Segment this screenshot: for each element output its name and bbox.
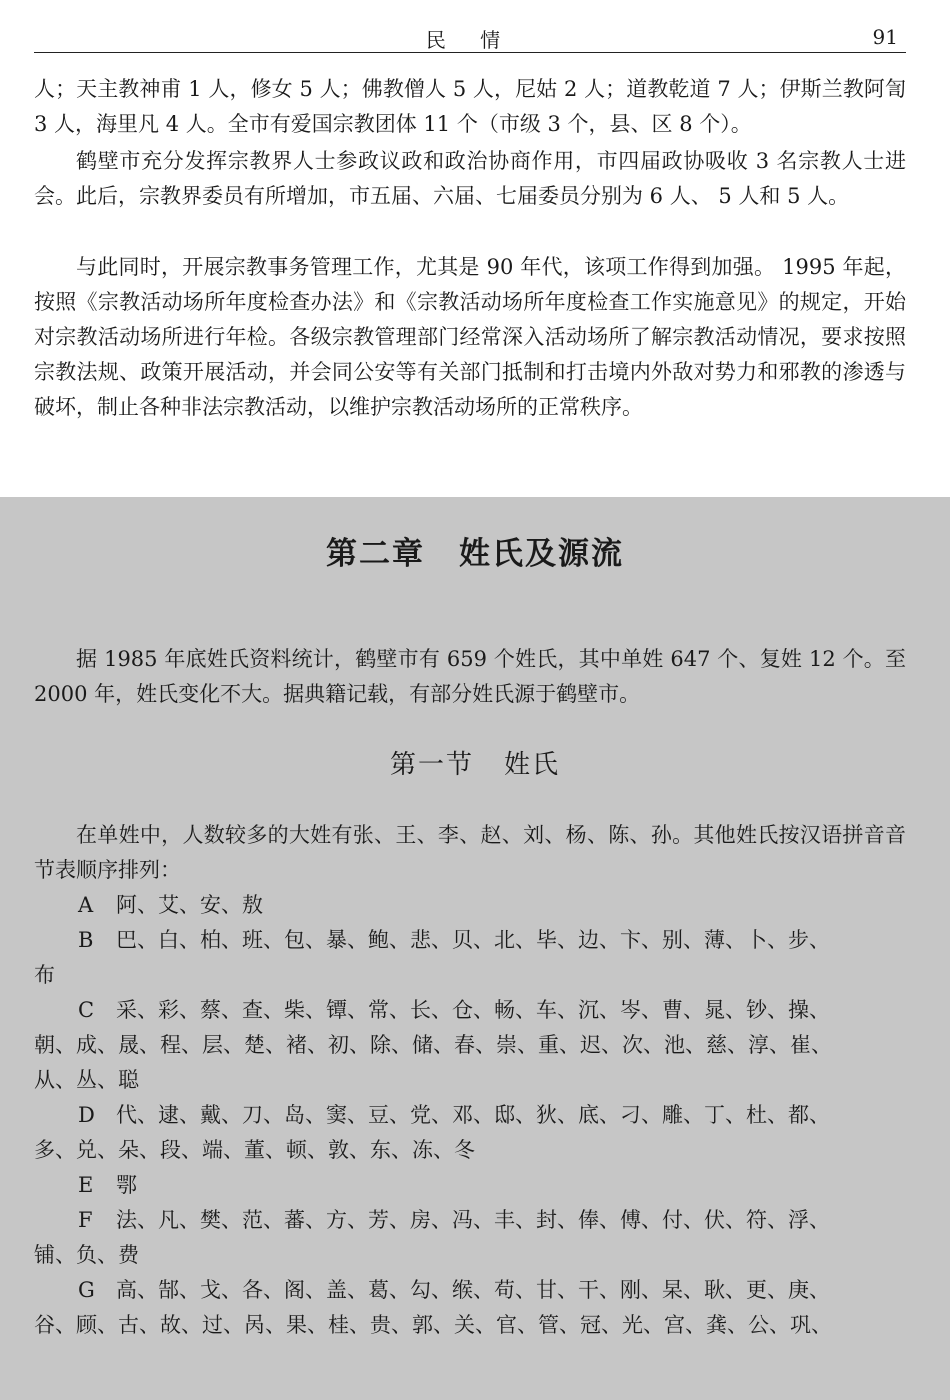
surname-group-e: [34, 1168, 906, 1203]
surname-intro: 在单姓中，人数较多的大姓有张、王、李、赵、刘、杨、陈、孙。其他姓氏按汉语拼音音节表顺序排列：: [34, 823, 906, 882]
chapter-intro: [34, 642, 906, 712]
surname-group-c: [34, 993, 906, 1028]
section-number: 第一节: [389, 750, 474, 780]
running-header: [34, 22, 906, 53]
chapter-name: 姓氏及源流: [459, 536, 624, 572]
group-line: 阿、艾、安、敖: [116, 893, 263, 917]
paragraph-religion-statistics: [34, 72, 906, 142]
running-title: 民 情: [425, 28, 515, 52]
surname-group-f: [34, 1203, 906, 1238]
paragraph-text: 据 1985 年底姓氏资料统计，鹤壁市有 659 个姓氏，其中单姓 647 个、复姓 12 个。至 2000 年，姓氏变化不大。据典籍记载，有部分姓氏源于鹤壁市。: [34, 647, 906, 706]
group-line: 采、彩、蔡、查、柴、镡、常、长、仓、畅、车、沉、岑、曹、晁、钞、操、: [116, 998, 830, 1022]
surname-group-f-continued: 铺、负、费: [34, 1243, 139, 1267]
surname-group-g-continued: 谷、顾、古、故、过、呙、果、桂、贵、郭、关、官、管、冠、光、宫、龚、公、巩、: [34, 1313, 832, 1337]
surname-group-c-continued: 从、丛、聪: [34, 1068, 139, 1092]
surname-group-d: [34, 1098, 906, 1133]
group-letter: F: [78, 1208, 93, 1232]
group-letter: C: [78, 998, 95, 1022]
group-line: 巴、白、柏、班、包、暴、鲍、悲、贝、北、毕、边、卞、别、薄、卜、步、: [116, 928, 830, 952]
group-letter: A: [78, 893, 94, 917]
group-line: 法、凡、樊、范、蕃、方、芳、房、冯、丰、封、俸、傅、付、伏、符、浮、: [116, 1208, 830, 1232]
surname-group-a: [34, 888, 906, 923]
paragraph-text: 人；天主教神甫 1 人，修女 5 人；佛教僧人 5 人，尼姑 2 人；道教乾道 7 人；伊斯兰教阿訇 3 人，海里凡 4 人。全市有爱国宗教团体 11 个（市级 3 个，县、区 8 个）。: [34, 77, 906, 136]
chapter-number: 第二章: [326, 536, 425, 572]
group-letter: B: [78, 928, 94, 952]
chapter-title: [0, 528, 950, 573]
surname-group-b: [34, 923, 906, 958]
group-letter: D: [78, 1103, 95, 1127]
group-line: 鄂: [116, 1173, 137, 1197]
surname-group-g: [34, 1273, 906, 1308]
surname-group-d-continued: 多、兑、朵、段、端、董、顿、敦、东、冻、冬: [34, 1138, 475, 1162]
group-letter: E: [78, 1173, 94, 1197]
surname-list: [34, 818, 906, 1343]
surname-group-c-continued: 朝、成、晟、程、层、楚、褚、初、除、储、春、崇、重、迟、次、池、慈、淳、崔、: [34, 1033, 832, 1057]
paragraph-text: 鹤壁市充分发挥宗教界人士参政议政和政治协商作用，市四届政协吸收 3 名宗教人士进会。此后，宗教界委员有所增加，市五届、六届、七届委员分别为 6 人、 5 人和 5 人。: [34, 149, 906, 208]
section-name: 姓氏: [504, 750, 561, 780]
group-line: 代、逮、戴、刀、岛、窦、豆、党、邓、邸、狄、底、刁、雕、丁、杜、都、: [116, 1103, 830, 1127]
group-line: 高、郜、戈、各、阁、盖、葛、勾、缑、苟、甘、干、刚、杲、耿、更、庚、: [116, 1278, 830, 1302]
surname-group-b-continued: 布: [34, 963, 55, 987]
paragraph-text: 与此同时，开展宗教事务管理工作，尤其是 90 年代，该项工作得到加强。 1995 年起，按照《宗教活动场所年度检查办法》和《宗教活动场所年度检查工作实施意见》的规定，开始对宗教活动场所进行年检。各级宗教管理部门经常深入活动场所了解宗教活动情况，要求按照宗教法规、政策开展活动，并会同公安等有关部门抵制和打击境内外敌对势力和邪教的渗透与破坏，制止各种非法宗教活动，以维护宗教活动场所的正常秩序。: [34, 255, 906, 419]
paragraph-religious-affairs-management: [34, 250, 906, 425]
group-letter: G: [78, 1278, 95, 1302]
page-number: 91: [872, 25, 898, 49]
section-title: [0, 744, 950, 781]
paragraph-political-participation: [34, 144, 906, 214]
